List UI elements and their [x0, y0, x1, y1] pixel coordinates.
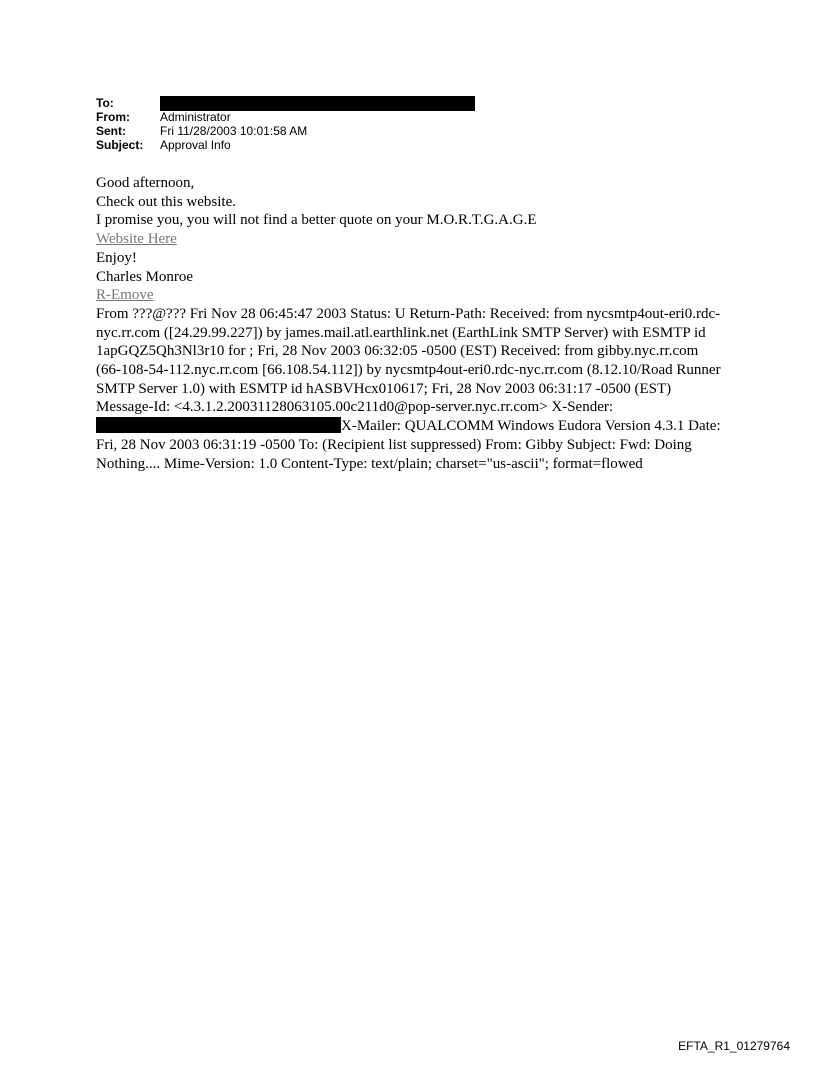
document-id: EFTA_R1_01279764 — [678, 1039, 790, 1053]
subject-row — [96, 138, 475, 152]
subject-label: Subject: — [96, 138, 144, 152]
remove-link[interactable]: R-Emove — [96, 287, 154, 304]
raw-headers-part2: X-Mailer: QUALCOMM Windows Eudora Version 4.3.1 Date: Fri, 28 Nov 2003 06:31:19 -0500 To: (Recipient list suppressed) From: Gibby Subject: Fwd: Doing Nothing.... Mime-Version: 1.0 Content-Type: text/plain; charset="us-ascii"; format=flowed — [96, 418, 721, 472]
website-link[interactable]: Website Here — [96, 231, 177, 248]
to-label: To: — [96, 96, 114, 110]
to-row — [96, 96, 475, 110]
greeting: Good afternoon, — [96, 175, 195, 191]
enjoy-text: Enjoy! — [96, 249, 137, 266]
sent-label: Sent: — [96, 124, 126, 138]
redaction-box — [96, 417, 341, 433]
from-row — [96, 110, 475, 124]
email-header — [96, 96, 475, 152]
signature: Charles Monroe — [96, 268, 194, 285]
from-value: Administrator — [160, 110, 231, 124]
raw-headers-part1: From ???@??? Fri Nov 28 06:45:47 2003 Status: U Return-Path: Received: from nycsmtp4out-eri0.rdc-nyc.rr.com ([24.29.99.227]) by james.mail.atl.earthlink.net (EarthLink SMTP Server) with ESMTP id 1apGQZ5Qh3Nl3r10 for ; Fri, 28 Nov 2003 06:32:05 -0500 (EST) Received: from gibby.nyc.rr.com (66-108-54-112.nyc.rr.com [66.108.54.112]) by nycsmtp4out-eri0.rdc-nyc.rr.com (8.12.10/Road Runner SMTP Server 1.0) with ESMTP id hASBVHcx010617; Fri, 28 Nov 2003 06:31:17 -0500 (EST) Message-Id: <4.3.1.2.20031128063105.00c211d0@pop-server.nyc.rr.com> X-Sender: — [96, 305, 721, 416]
body-line: I promise you, you will not find a better quote on your M.O.R.T.G.A.G.E — [96, 212, 537, 229]
from-label: From: — [96, 110, 130, 124]
email-body — [96, 174, 726, 473]
sent-row — [96, 124, 475, 138]
raw-headers — [96, 305, 726, 473]
subject-value: Approval Info — [160, 138, 231, 152]
body-line: Check out this website. — [96, 193, 236, 210]
sent-value: Fri 11/28/2003 10:01:58 AM — [160, 124, 308, 138]
redaction-box — [160, 96, 475, 111]
